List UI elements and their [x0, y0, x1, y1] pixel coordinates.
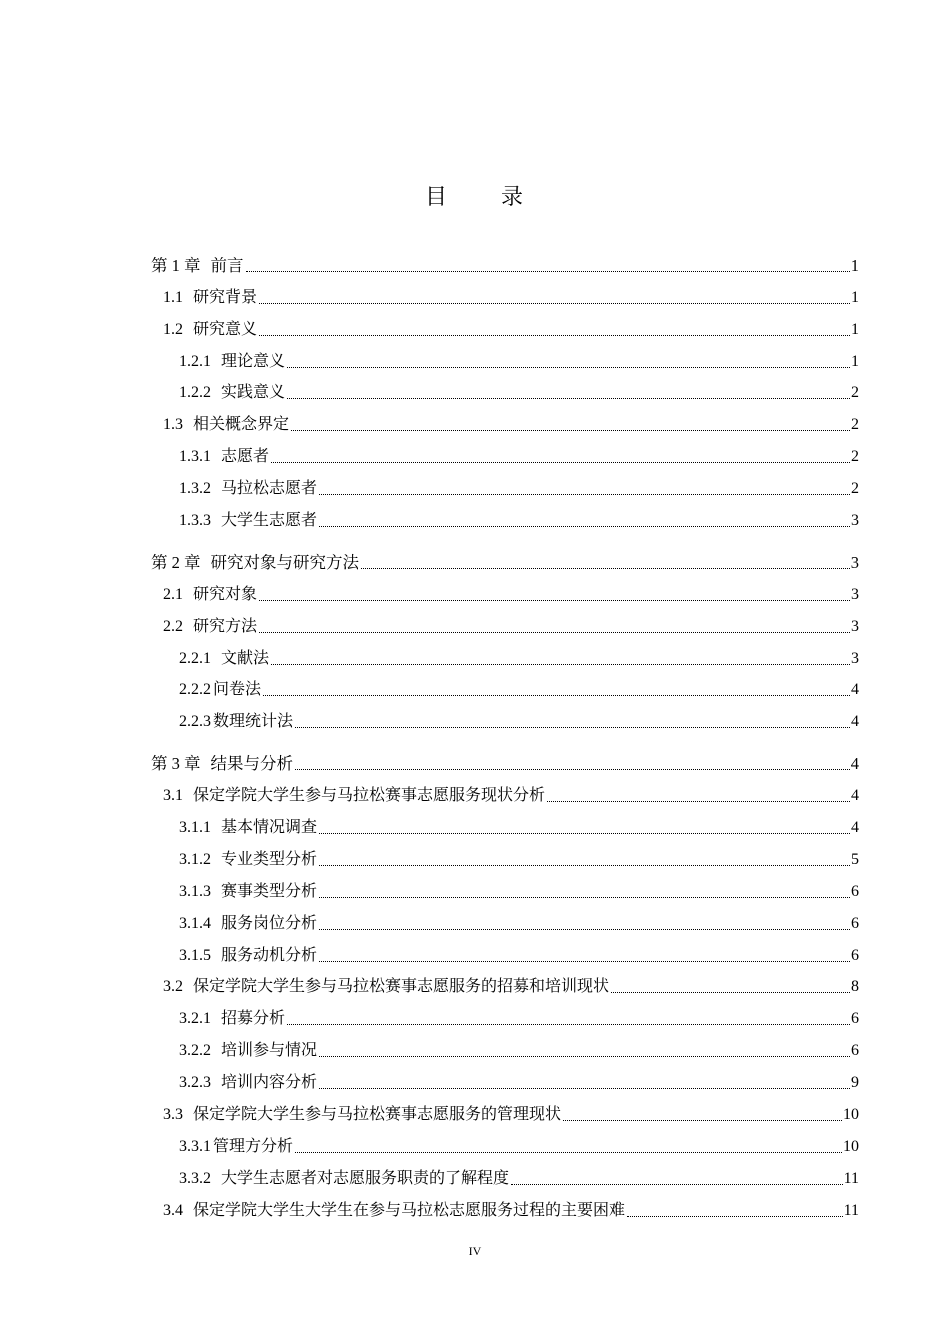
toc-entry-label [179, 914, 318, 934]
toc-entry-page: 2 [851, 416, 859, 434]
dot-leader [319, 864, 850, 866]
toc-entry-number: 1.2.2 [179, 384, 211, 402]
toc-entry-label [163, 585, 258, 605]
toc-title-char-1: 目 [424, 184, 449, 209]
toc-entry-page: 1 [851, 320, 859, 338]
toc-entry-text: 专业类型分析 [221, 850, 318, 868]
toc-entry-number: 3.1.4 [179, 914, 211, 932]
toc-entry[interactable] [151, 838, 859, 870]
toc-entry[interactable] [151, 467, 859, 499]
toc-entry-text: 相关概念界定 [193, 416, 290, 434]
toc-entry-number: 3.2.1 [179, 1010, 211, 1028]
toc-entry-text: 理论意义 [221, 352, 286, 370]
toc-entry-label [179, 1137, 294, 1157]
toc-entry[interactable] [151, 806, 859, 838]
toc-entry[interactable] [151, 902, 859, 934]
toc-entry-text: 研究方法 [193, 617, 258, 635]
toc-entry-number: 3.3.2 [179, 1169, 211, 1187]
dot-leader [319, 493, 850, 495]
toc-entry-label [179, 680, 262, 700]
toc-entry-label [179, 383, 286, 403]
toc-entry-text: 研究对象 [193, 585, 258, 603]
dot-leader [627, 1215, 843, 1217]
toc-entry-text: 马拉松志愿者 [221, 480, 318, 498]
toc-entry-text: 文献法 [221, 649, 270, 667]
toc-entry-page: 2 [851, 448, 859, 466]
toc-entry-label [151, 553, 360, 573]
toc-entry-text: 服务动机分析 [221, 946, 318, 964]
dot-leader [295, 768, 850, 770]
toc-entry[interactable] [151, 1189, 859, 1221]
dot-leader [319, 832, 850, 834]
dot-leader [319, 928, 850, 930]
dot-leader [259, 334, 850, 336]
toc-entry-number: 1.2 [163, 320, 183, 338]
toc-entry[interactable] [151, 573, 859, 605]
toc-entry-label [179, 649, 270, 669]
toc-entry-page: 1 [851, 352, 859, 370]
toc-entry[interactable] [151, 499, 859, 531]
toc-entry-text: 保定学院大学生参与马拉松赛事志愿服务现状分析 [193, 787, 546, 805]
toc-entry-page: 5 [851, 850, 859, 868]
toc-entry-text: 实践意义 [221, 384, 286, 402]
toc-entry-page: 6 [851, 1010, 859, 1028]
toc-entry-number: 第 1 章 [151, 255, 201, 275]
dot-leader [287, 1023, 850, 1025]
toc-entry-text: 保定学院大学生参与马拉松赛事志愿服务的管理现状 [193, 1106, 562, 1124]
toc-entry[interactable] [151, 700, 859, 732]
toc-entry[interactable] [151, 1125, 859, 1157]
dot-leader [295, 726, 850, 728]
dot-leader [319, 960, 850, 962]
toc-entry-label [179, 1169, 510, 1189]
toc-entry-text: 基本情况调查 [221, 819, 318, 837]
toc-entry-text: 研究背景 [193, 288, 258, 306]
toc-entry-label [163, 977, 610, 997]
toc-entry-text: 大学生志愿者对志愿服务职责的了解程度 [221, 1169, 510, 1187]
toc-entry[interactable] [151, 637, 859, 669]
toc-title [0, 180, 950, 211]
toc-entry[interactable] [151, 1061, 859, 1093]
toc-entry-label [179, 352, 286, 372]
dot-leader [319, 1055, 850, 1057]
toc-entry-number: 2.2 [163, 617, 183, 635]
toc-entry-number: 1.3.2 [179, 480, 211, 498]
toc-entry[interactable] [151, 997, 859, 1029]
toc-entry-number: 1.3 [163, 416, 183, 434]
toc-entry-page: 4 [851, 713, 859, 731]
toc-entry-text: 前言 [210, 255, 244, 275]
toc-entry-text: 管理方分析 [213, 1137, 294, 1155]
toc-title-char-2: 录 [501, 184, 526, 209]
toc-entry-text: 招募分析 [221, 1010, 286, 1028]
toc-entry-page: 6 [851, 914, 859, 932]
toc-entry-label [179, 946, 318, 966]
toc-entry-label [163, 1105, 562, 1125]
toc-entry-number: 3.1.2 [179, 850, 211, 868]
dot-leader [263, 694, 850, 696]
toc-entry-page: 6 [851, 882, 859, 900]
toc-entry-number: 3.4 [163, 1201, 183, 1219]
toc-entry-text: 数理统计法 [213, 713, 294, 731]
toc-entry-text: 研究对象与研究方法 [210, 552, 359, 572]
toc-entry-number: 1.3.1 [179, 448, 211, 466]
toc-entry-number: 3.1 [163, 787, 183, 805]
toc-entry-page: 4 [850, 754, 859, 774]
toc-entry-label [163, 320, 258, 340]
toc-entry-page: 9 [851, 1074, 859, 1092]
dot-leader [291, 429, 850, 431]
toc-entry-page: 3 [850, 552, 859, 572]
toc-entry-label [163, 415, 290, 435]
toc-entry[interactable] [151, 1157, 859, 1189]
toc-entry-number: 2.2.3 [179, 713, 211, 731]
toc-entry-label [179, 1041, 318, 1061]
toc-entry-number: 2.2.1 [179, 649, 211, 667]
dot-leader [259, 302, 850, 304]
dot-leader [246, 270, 850, 272]
toc-entry[interactable] [151, 308, 859, 340]
toc-entry-label [163, 288, 258, 308]
toc-entry[interactable] [151, 276, 859, 308]
toc-entry-page: 2 [851, 384, 859, 402]
toc-entry-text: 培训参与情况 [221, 1042, 318, 1060]
toc-entry-page: 3 [851, 649, 859, 667]
toc-entry-text: 培训内容分析 [221, 1074, 318, 1092]
dot-leader [259, 631, 850, 633]
toc-entry-number: 3.1.3 [179, 882, 211, 900]
toc-entry-number: 3.2 [163, 978, 183, 996]
toc-entry[interactable] [151, 403, 859, 435]
toc-entry-page: 11 [843, 1201, 859, 1219]
toc-entry-page: 6 [851, 946, 859, 964]
toc-chapter-entry[interactable] [151, 742, 859, 774]
toc-entry-page: 2 [851, 480, 859, 498]
toc-entry[interactable] [151, 372, 859, 404]
toc-entry-label [163, 786, 546, 806]
toc-entry-label [179, 1009, 286, 1029]
toc-entry-page: 1 [851, 288, 859, 306]
toc-entry[interactable] [151, 1093, 859, 1125]
toc-entry-number: 1.1 [163, 288, 183, 306]
toc-entry-page: 10 [843, 1137, 859, 1155]
dot-leader [287, 397, 850, 399]
dot-leader [319, 525, 850, 527]
toc-entry-text: 保定学院大学生参与马拉松赛事志愿服务的招募和培训现状 [193, 978, 610, 996]
toc-entry-page: 4 [851, 681, 859, 699]
dot-leader [287, 366, 850, 368]
toc-entry-number: 3.1.5 [179, 946, 211, 964]
dot-leader [271, 663, 850, 665]
toc-entry[interactable] [151, 669, 859, 701]
toc-entry-page: 6 [851, 1042, 859, 1060]
toc-entry-page: 3 [851, 585, 859, 603]
dot-leader [511, 1183, 843, 1185]
toc-entry-label [179, 850, 318, 870]
toc-entry-number: 1.3.3 [179, 512, 211, 530]
toc-entry-label [179, 447, 270, 467]
dot-leader [295, 1151, 842, 1153]
toc-entry-label [151, 754, 294, 774]
toc-entry[interactable] [151, 1029, 859, 1061]
toc-entry-number: 2.1 [163, 585, 183, 603]
toc-entry[interactable] [151, 870, 859, 902]
dot-leader [259, 599, 850, 601]
toc-entry-number: 第 3 章 [151, 754, 201, 774]
toc-entry-label [179, 1073, 318, 1093]
toc-entry[interactable] [151, 605, 859, 637]
toc-entry-label [163, 617, 258, 637]
toc-entry[interactable] [151, 966, 859, 998]
toc-entry-number: 3.3.1 [179, 1137, 211, 1155]
dot-leader [319, 896, 850, 898]
toc-entry-text: 志愿者 [221, 448, 270, 466]
toc-entry-page: 3 [851, 617, 859, 635]
toc-entry-number: 1.2.1 [179, 352, 211, 370]
toc-entry-text: 服务岗位分析 [221, 914, 318, 932]
toc-entry-number: 3.2.2 [179, 1042, 211, 1060]
toc-entry-label [179, 712, 294, 732]
toc-entry-label [163, 1201, 626, 1221]
toc-entry-page: 1 [850, 255, 859, 275]
toc-entry-page: 11 [843, 1169, 859, 1187]
toc-entry-text: 问卷法 [213, 681, 262, 699]
toc-entry-label [179, 511, 318, 531]
dot-leader [361, 567, 850, 569]
dot-leader [319, 1087, 850, 1089]
toc-entry-number: 3.1.1 [179, 819, 211, 837]
toc-entry-number: 第 2 章 [151, 552, 201, 572]
dot-leader [611, 991, 850, 993]
toc-entry-text: 研究意义 [193, 320, 258, 338]
toc-chapter-entry[interactable] [151, 541, 859, 573]
toc-entry-number: 3.2.3 [179, 1074, 211, 1092]
toc-entry-number: 2.2.2 [179, 681, 211, 699]
toc-entry[interactable] [151, 435, 859, 467]
toc-entry-page: 10 [843, 1106, 859, 1124]
table-of-contents [151, 244, 859, 1221]
toc-entry[interactable] [151, 340, 859, 372]
toc-entry-label [151, 256, 245, 276]
toc-entry-text: 大学生志愿者 [221, 512, 318, 530]
dot-leader [547, 800, 850, 802]
toc-chapter-entry[interactable] [151, 244, 859, 276]
toc-entry-page: 4 [851, 819, 859, 837]
toc-entry-number: 3.3 [163, 1106, 183, 1124]
dot-leader [563, 1119, 842, 1121]
toc-entry-label [179, 882, 318, 902]
toc-entry-label [179, 479, 318, 499]
toc-entry[interactable] [151, 934, 859, 966]
toc-entry-page: 4 [851, 787, 859, 805]
toc-entry[interactable] [151, 774, 859, 806]
toc-entry-page: 3 [851, 512, 859, 530]
toc-entry-text: 保定学院大学生大学生在参与马拉松志愿服务过程的主要困难 [193, 1201, 626, 1219]
dot-leader [271, 461, 850, 463]
toc-entry-label [179, 818, 318, 838]
toc-entry-text: 赛事类型分析 [221, 882, 318, 900]
toc-entry-text: 结果与分析 [210, 754, 293, 774]
toc-entry-page: 8 [851, 978, 859, 996]
page-number-footer: IV [468, 1244, 482, 1258]
